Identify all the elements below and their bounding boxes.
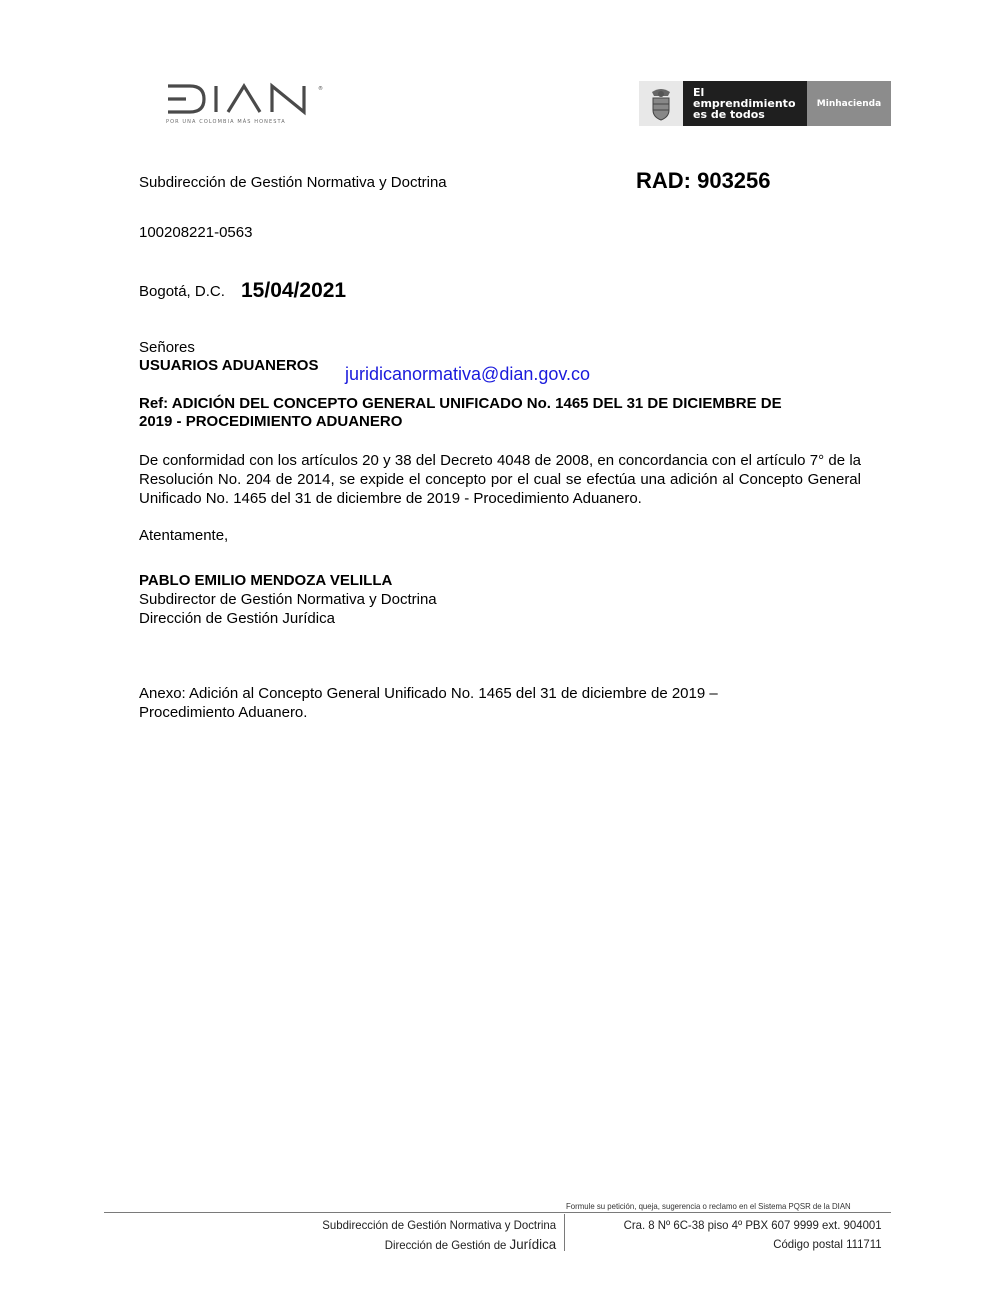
svg-text:®: ® — [318, 86, 323, 92]
footer-address-block — [624, 1216, 882, 1254]
footer-office-block — [322, 1216, 556, 1255]
slogan-line-2: es de todos — [693, 108, 765, 121]
coat-of-arms-icon — [639, 81, 683, 126]
dian-tagline: POR UNA COLOMBIA MÁS HONESTA — [166, 119, 286, 125]
reference-line-2: 2019 - PROCEDIMIENTO ADUANERO — [139, 413, 403, 430]
dian-logo-wordmark — [166, 82, 326, 116]
dian-logo-text — [166, 82, 167, 83]
government-slogan — [683, 81, 807, 126]
reference-subject — [139, 395, 861, 431]
government-banner — [639, 81, 891, 126]
footer-office-line-2: Dirección de Gestión de — [384, 1238, 510, 1252]
ministry-label: Minhacienda — [807, 81, 891, 126]
footer-pqsr-note: Formule su petición, queja, sugerencia o reclamo en el Sistema PQSR de la DIAN — [566, 1201, 851, 1211]
salutation: Señores — [139, 339, 195, 356]
annex-line-1: Anexo: Adición al Concepto General Unificado No. 1465 del 31 de diciembre de 2019 – — [139, 685, 718, 702]
recipient: USUARIOS ADUANEROS — [139, 357, 319, 374]
letter-date: 15/04/2021 — [241, 279, 347, 302]
signer-title: Subdirector de Gestión Normativa y Doctrina — [139, 591, 437, 608]
body-paragraph: De conformidad con los artículos 20 y 38 del Decreto 4048 de 2008, en concordancia con el artículo 7° de la Resolución No. 204 de 2014, se expide el concepto por el cual se efectúa una adición al Concepto General Unificado No. 1465 del 31 de diciembre de 2019 - Procedimiento Aduanero. — [139, 452, 861, 507]
footer-divider — [104, 1212, 891, 1213]
city: Bogotá, D.C. — [139, 283, 225, 300]
email-link[interactable]: juridicanormativa@dian.gov.co — [345, 364, 591, 384]
signer-name: PABLO EMILIO MENDOZA VELILLA — [139, 572, 393, 589]
footer-vertical-divider — [564, 1214, 565, 1251]
signer-department: Dirección de Gestión Jurídica — [139, 610, 335, 627]
issuing-office: Subdirección de Gestión Normativa y Doctrina — [139, 174, 447, 191]
footer-office-line-1: Subdirección de Gestión Normativa y Doctrina — [322, 1218, 556, 1232]
closing: Atentamente, — [139, 527, 229, 544]
footer-address: Cra. 8 Nº 6C-38 piso 4º PBX 607 9999 ext. 904001 — [623, 1218, 882, 1232]
footer-office-line-2-emphasis: Jurídica — [509, 1236, 556, 1252]
footer-postal-code: Código postal 111711 — [773, 1237, 882, 1251]
slogan-line-1: El emprendimiento — [693, 86, 796, 110]
annex-line-2: Procedimiento Aduanero. — [139, 704, 308, 721]
file-number: 100208221-0563 — [139, 224, 253, 241]
rad-number: RAD: 903256 — [636, 168, 771, 193]
reference-line-1: Ref: ADICIÓN DEL CONCEPTO GENERAL UNIFICADO No. 1465 DEL 31 DE DICIEMBRE DE — [139, 395, 782, 412]
dian-logo — [166, 82, 326, 130]
